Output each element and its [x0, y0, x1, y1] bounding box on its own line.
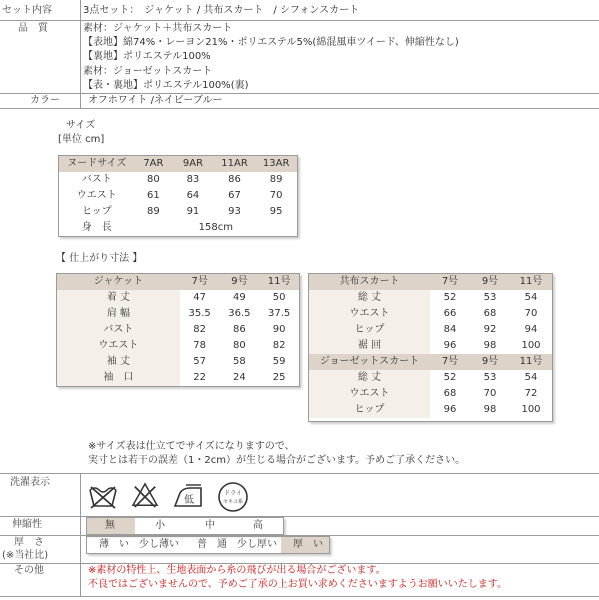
table-header-cell: 11号	[510, 274, 552, 290]
table-header-row	[309, 274, 552, 290]
table-row	[59, 188, 298, 204]
table-cell: 68	[443, 388, 457, 399]
row-label: 裾 回	[309, 338, 430, 354]
table-cell: 22	[193, 372, 207, 383]
table-cell: 70	[269, 190, 283, 201]
size-title: サイズ	[66, 120, 96, 131]
stretch-option: 中	[205, 520, 215, 531]
table-row	[309, 402, 552, 418]
material-line: 素材：ジョーゼットスカート	[83, 66, 213, 77]
row-label: バスト	[81, 174, 112, 185]
size-note: ※サイズ表は仕立てでサイズになりますので、	[88, 441, 295, 452]
table-row	[309, 386, 552, 402]
table-cell: 86	[233, 324, 246, 335]
table-cell: 53	[483, 292, 497, 303]
table-row	[57, 338, 300, 354]
table-cell: 72	[524, 388, 538, 399]
row-label: 総 丈	[309, 290, 430, 306]
table-cell: 59	[272, 356, 286, 367]
material-line: 素材：ジャケット＋共布スカート	[83, 23, 233, 34]
table-cell: 92	[483, 324, 497, 335]
row-label: ウエスト	[57, 338, 180, 354]
table-cell: 50	[272, 292, 286, 303]
table-cell: 68	[483, 308, 497, 319]
thickness-option: 少し厚い	[237, 539, 277, 550]
table-cell: 37.5	[267, 308, 291, 319]
skirt-size-table	[309, 274, 552, 418]
row-label: バスト	[57, 322, 180, 338]
thickness-option: 厚 い	[293, 539, 323, 550]
material-line: 【裏地】ポリエステル100%	[83, 51, 211, 62]
divider	[0, 473, 599, 474]
table-cell: 91	[186, 206, 200, 217]
table-row	[59, 204, 298, 220]
table-cell: 83	[186, 174, 200, 185]
row-label: 身 長	[81, 222, 112, 233]
stretch-option: 小	[155, 520, 165, 531]
table-header-cell: 7AR	[135, 156, 173, 173]
set-value: 3点セット： ジャケット / 共布スカート / シフォンスカート	[83, 5, 360, 16]
thickness-option: 普 通	[197, 539, 227, 550]
thickness-scale	[86, 536, 330, 554]
table-cell: 67	[228, 190, 241, 201]
stretch-option: 無	[105, 520, 115, 531]
table-cell: 96	[443, 404, 457, 415]
table-cell: 84	[443, 324, 457, 335]
table-header-cell: ヌードサイズ	[59, 156, 135, 173]
no-wash-icon	[88, 484, 118, 510]
table-cell: 47	[193, 292, 207, 303]
table-cell: 66	[443, 308, 457, 319]
table-cell: 100	[521, 404, 541, 415]
table-row	[57, 306, 300, 322]
table-cell: 25	[272, 372, 286, 383]
table-header-cell: 13AR	[255, 156, 297, 173]
table-header-cell: 9号	[220, 274, 260, 291]
table-cell: 64	[186, 190, 200, 201]
table-cell: 86	[228, 174, 241, 185]
table-cell: 82	[193, 324, 207, 335]
table-cell: 70	[524, 308, 538, 319]
table-cell: 54	[524, 292, 538, 303]
table-row	[57, 354, 300, 370]
table-cell: 89	[147, 206, 160, 217]
table-row	[57, 370, 300, 387]
table-cell: 49	[233, 292, 246, 303]
row-label: ウエスト	[76, 190, 117, 201]
row-label: ウエスト	[309, 306, 430, 322]
size-note: 実寸とは若干の誤差（1・2cm）が生じる場合がございます。予めご了承ください。	[88, 455, 466, 466]
finish-title: 【 仕上がり寸法 】	[56, 253, 143, 264]
height-value: 158cm	[198, 222, 233, 233]
table-cell: 96	[443, 340, 457, 351]
table-cell: 98	[483, 404, 497, 415]
table-header-cell: 9号	[470, 274, 510, 290]
table-row	[59, 220, 298, 237]
table-cell: 54	[524, 372, 538, 383]
dry-clean-text: ドライ	[224, 490, 242, 497]
table-header-cell: 7号	[430, 354, 470, 370]
table-header-row	[309, 354, 552, 370]
table-cell: 90	[272, 324, 286, 335]
table-header-cell: 11号	[510, 354, 552, 370]
table-header-cell: 11号	[259, 274, 299, 291]
table-cell: 89	[269, 174, 283, 185]
stretch-option: 高	[253, 520, 263, 531]
table-header-cell: 11AR	[214, 156, 256, 173]
other-note: ※素材の特性上、生地表面から糸の飛びが出る場合がございます。	[88, 565, 386, 576]
table-cell: 95	[269, 206, 283, 217]
table-cell: 36.5	[228, 308, 251, 319]
table-header-cell: 7号	[180, 274, 220, 291]
divider	[0, 596, 599, 597]
dry-clean-icon	[216, 480, 250, 514]
label-column-divider	[80, 473, 81, 596]
dry-clean-subtext: セキユ系	[222, 499, 244, 505]
no-bleach-icon	[130, 482, 160, 508]
table-row	[309, 322, 552, 338]
material-label: 品 質	[18, 23, 48, 34]
care-label: 洗濯表示	[10, 477, 50, 488]
table-row	[57, 290, 300, 306]
thickness-option: 薄 い	[99, 539, 129, 550]
size-unit: [単位 cm]	[58, 134, 105, 145]
thickness-option: 少し薄い	[139, 539, 179, 550]
table-cell: 52	[443, 372, 457, 383]
table-cell: 58	[233, 356, 246, 367]
label-column-divider	[80, 0, 81, 108]
table-header-cell: 7号	[430, 274, 470, 290]
other-note: 不良ではございませんので、予めご了承の上お買い求めくださいますようお願いいたします。	[88, 579, 507, 590]
row-label: ウエスト	[309, 386, 430, 402]
table-cell: 57	[193, 356, 207, 367]
set-label: セット内容	[2, 5, 52, 16]
table-cell: 61	[147, 190, 160, 201]
thickness-label: 厚 さ	[14, 537, 44, 548]
table-cell: 100	[521, 340, 541, 351]
table-cell: 70	[483, 388, 497, 399]
row-label: 肩 幅	[57, 306, 180, 322]
table-cell: 98	[483, 340, 497, 351]
table-cell: 24	[233, 372, 246, 383]
table-header-row	[57, 274, 300, 291]
stretch-scale	[86, 517, 284, 535]
row-label: 袖 口	[57, 370, 180, 387]
table-cell: 82	[272, 340, 286, 351]
table-header-cell: 共布スカート	[309, 274, 430, 290]
table-row	[57, 322, 300, 338]
table-header-row	[59, 156, 298, 173]
table-header-cell: ジョーゼットスカート	[309, 354, 430, 370]
stretch-label: 伸縮性	[12, 519, 42, 530]
row-label: 着 丈	[57, 290, 180, 306]
table-row	[309, 290, 552, 306]
material-line: 【表・裏地】ポリエステル100%(裏)	[83, 80, 249, 91]
other-label: その他	[14, 565, 44, 576]
iron-low-text: 低	[184, 495, 194, 506]
thickness-sublabel: (※当社比)	[2, 550, 49, 561]
table-cell: 35.5	[188, 308, 211, 319]
table-row	[309, 306, 552, 322]
row-label: ヒップ	[309, 402, 430, 418]
row-label: 袖 丈	[57, 354, 180, 370]
table-row	[59, 172, 298, 188]
nude-size-table	[58, 155, 298, 237]
material-line: 【表地】綿74%・レーヨン21%・ポリエステル5%(綿混風車ツイード、伸縮性なし)	[83, 37, 459, 48]
jacket-size-table	[56, 273, 300, 387]
row-label: 総 丈	[309, 370, 430, 386]
table-cell: 53	[483, 372, 497, 383]
row-label: ヒップ	[309, 322, 430, 338]
table-cell: 94	[524, 324, 538, 335]
table-row	[309, 370, 552, 386]
table-header-cell: 9号	[470, 354, 510, 370]
color-value: オフホワイト /ネイビーブルー	[88, 95, 223, 106]
divider	[0, 20, 599, 21]
color-label: カラー	[30, 95, 60, 106]
table-cell: 93	[228, 206, 241, 217]
divider	[0, 108, 599, 109]
row-label: ヒップ	[81, 206, 112, 217]
table-cell: 78	[193, 340, 207, 351]
table-cell: 80	[233, 340, 246, 351]
iron-low-icon	[172, 484, 206, 510]
table-row	[309, 338, 552, 354]
table-header-cell: 9AR	[172, 156, 214, 173]
table-header-cell: ジャケット	[57, 274, 180, 291]
table-cell: 80	[147, 174, 160, 185]
table-cell: 52	[443, 292, 457, 303]
skirt-tables-box	[308, 273, 553, 422]
